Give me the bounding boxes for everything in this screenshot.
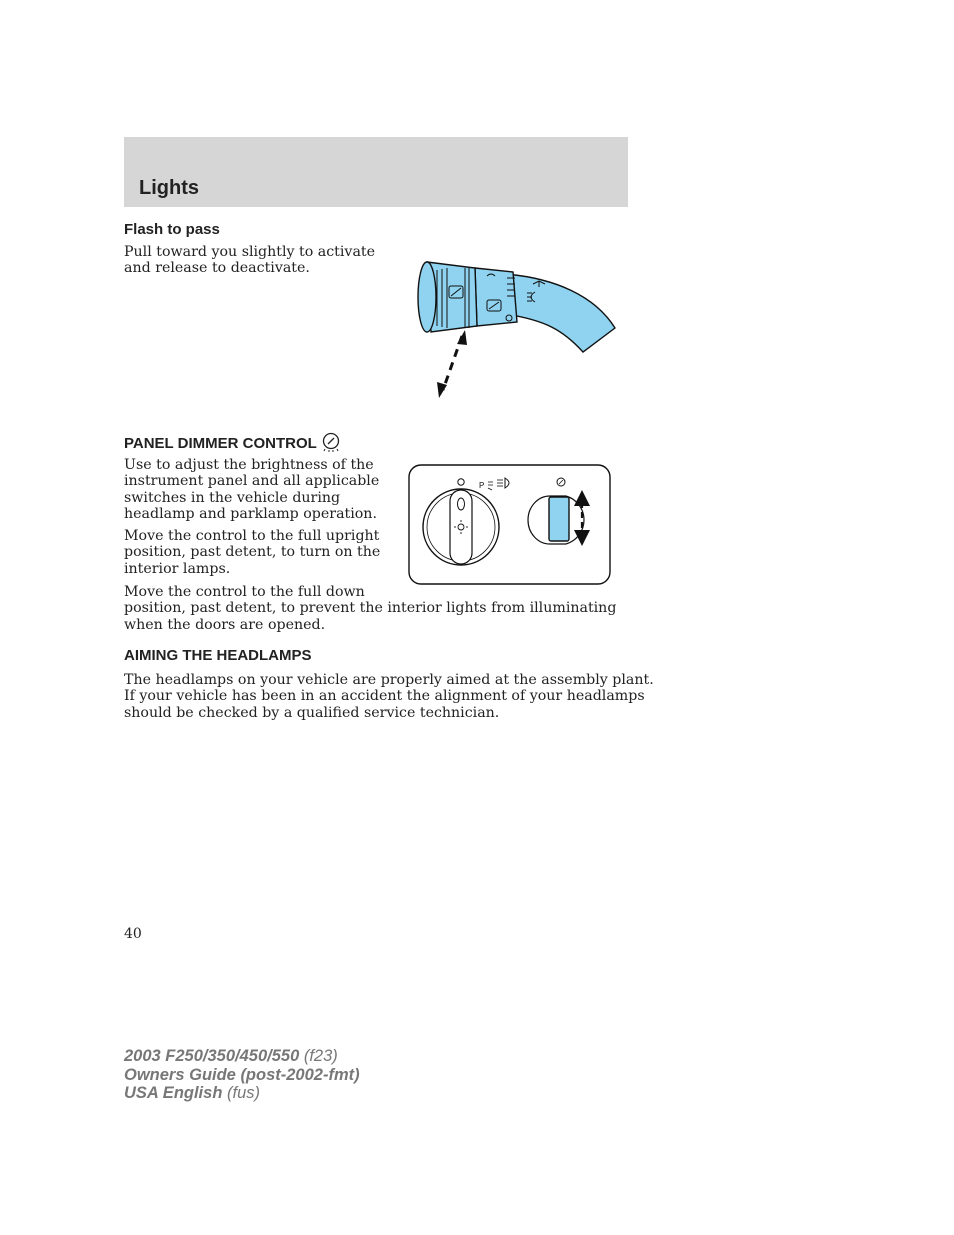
- panel-dimmer-heading: PANEL DIMMER CONTROL: [124, 432, 341, 452]
- dimmer-icon: [321, 432, 341, 452]
- section-title: Lights: [139, 177, 199, 199]
- flash-to-pass-heading: Flash to pass: [124, 221, 220, 238]
- flash-to-pass-text: Pull toward you slightly to activate and release to deactivate.: [124, 244, 375, 277]
- headlamp-panel-figure: [408, 464, 612, 586]
- section-header-band: [124, 137, 628, 207]
- pull-direction-arrow: [437, 330, 467, 398]
- page-number: 40: [124, 926, 142, 942]
- svg-text:P: P: [479, 481, 485, 490]
- multifunction-stalk-figure: [405, 256, 625, 404]
- headlamp-knob[interactable]: [423, 489, 499, 565]
- aiming-heading: AIMING THE HEADLAMPS: [124, 647, 312, 664]
- aiming-text: The headlamps on your vehicle are properly aimed at the assembly plant. If your vehicle has been in an accident the alignment of your headlamps should be checked by a qualified service technician.: [124, 672, 654, 721]
- dimmer-paragraph-3: Move the control to the full down position, past detent, to prevent the interior lights from illuminating when the doors are opened.: [124, 584, 617, 633]
- dimmer-paragraph-2: Move the control to the full upright position, past detent, to turn on the interior lamps.: [124, 528, 381, 577]
- document-footer: 2003 F250/350/450/550 (f23) Owners Guide (post-2002-fmt) USA English (fus): [124, 1047, 360, 1102]
- dimmer-paragraph-1: Use to adjust the brightness of the instrument panel and all applicable switches in the vehicle during headlamp and parklamp operation.: [124, 457, 380, 522]
